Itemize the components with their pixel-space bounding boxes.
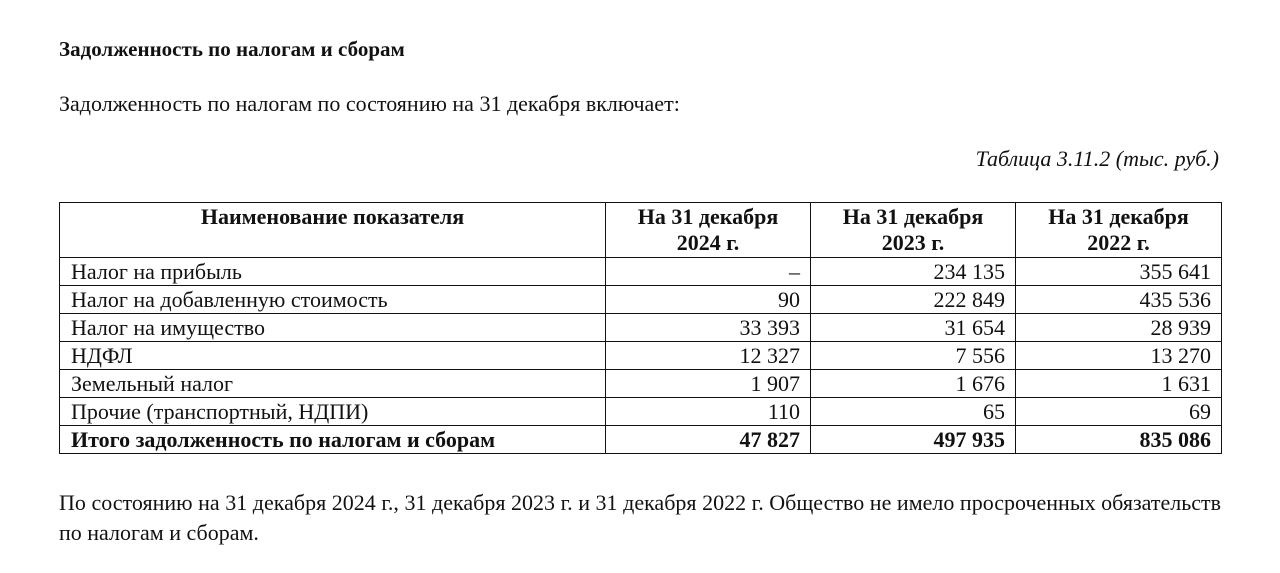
value-2024: 90 [606, 286, 811, 314]
section-heading: Задолженность по налогам и сборам [59, 37, 405, 61]
value-2024: 33 393 [606, 314, 811, 342]
note-paragraph: По состоянию на 31 декабря 2024 г., 31 декабря 2023 г. и 31 декабря 2022 г. Общество не имело просроченных обязательств по налогам и сборам. [59, 490, 1221, 545]
value-2023: 222 849 [811, 286, 1016, 314]
value-2022: 28 939 [1016, 314, 1222, 342]
total-2024: 47 827 [606, 426, 811, 454]
value-2023: 7 556 [811, 342, 1016, 370]
intro-paragraph: Задолженность по налогам по состоянию на 31 декабря включает: [59, 91, 680, 116]
tax-debt-table [59, 202, 1222, 454]
table-total-row [60, 426, 1222, 454]
value-2024: 110 [606, 398, 811, 426]
total-2022: 835 086 [1016, 426, 1222, 454]
value-2022: 435 536 [1016, 286, 1222, 314]
row-name: Налог на добавленную стоимость [60, 286, 606, 314]
header-2024: На 31 декабря 2024 г. [606, 203, 811, 258]
table-row [60, 258, 1222, 286]
value-2022: 1 631 [1016, 370, 1222, 398]
row-name: Налог на прибыль [60, 258, 606, 286]
table-row [60, 398, 1222, 426]
value-2022: 13 270 [1016, 342, 1222, 370]
value-2023: 65 [811, 398, 1016, 426]
table-row [60, 286, 1222, 314]
total-name: Итого задолженность по налогам и сборам [60, 426, 606, 454]
value-2023: 31 654 [811, 314, 1016, 342]
value-2022: 355 641 [1016, 258, 1222, 286]
row-name: Прочие (транспортный, НДПИ) [60, 398, 606, 426]
value-2024: 1 907 [606, 370, 811, 398]
value-2024: – [606, 258, 811, 286]
total-2023: 497 935 [811, 426, 1016, 454]
table-row [60, 370, 1222, 398]
table-header-row [60, 203, 1222, 258]
value-2023: 1 676 [811, 370, 1016, 398]
header-2023: На 31 декабря 2023 г. [811, 203, 1016, 258]
header-indicator-name: Наименование показателя [60, 203, 606, 258]
table-row [60, 314, 1222, 342]
value-2022: 69 [1016, 398, 1222, 426]
table-caption: Таблица 3.11.2 (тыс. руб.) [975, 146, 1219, 171]
table-row [60, 342, 1222, 370]
row-name: НДФЛ [60, 342, 606, 370]
header-2022: На 31 декабря 2022 г. [1016, 203, 1222, 258]
row-name: Земельный налог [60, 370, 606, 398]
row-name: Налог на имущество [60, 314, 606, 342]
value-2024: 12 327 [606, 342, 811, 370]
value-2023: 234 135 [811, 258, 1016, 286]
